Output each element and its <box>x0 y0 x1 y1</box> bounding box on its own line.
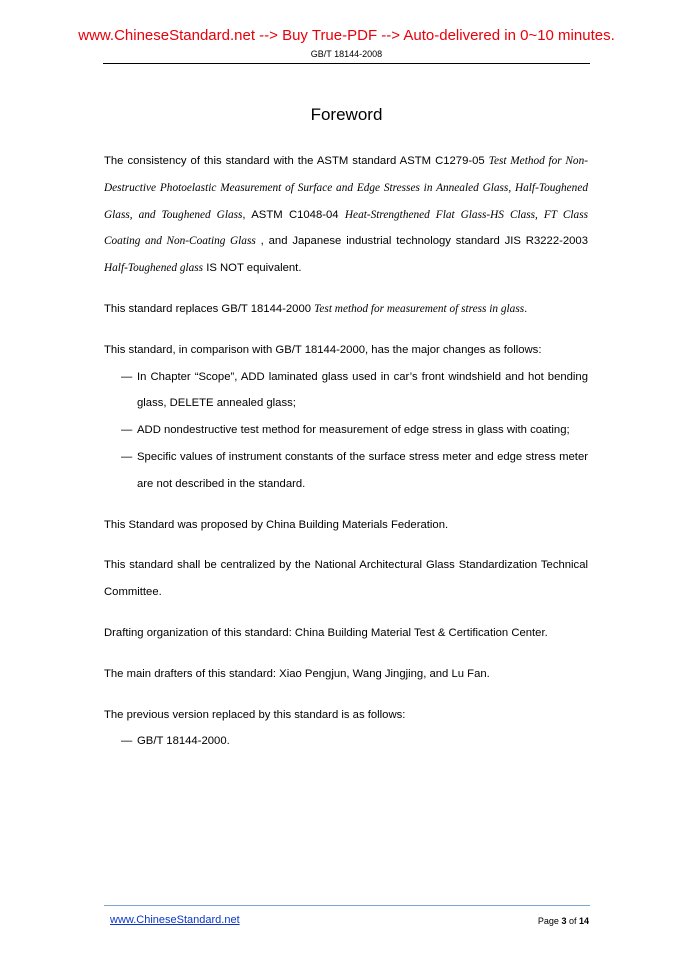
dash-bullet: — <box>121 450 133 463</box>
standard-title-astm-c1279: Test Method for Non-Destructive Photoelastic Measurement of Surface and Edge Stresses in Annealed Glass, Half-Toughened Glass, and Toughened Glass <box>104 155 588 221</box>
text: , and Japanese industrial technology standard JIS R3222-2003 <box>255 235 588 248</box>
page-current: 3 <box>561 916 567 926</box>
footer-divider <box>104 905 590 906</box>
paragraph-drafting-organization: Drafting organization of this standard: China Building Material Test & Certification Center. <box>104 626 548 639</box>
page-number <box>538 916 589 926</box>
dash-bullet: — <box>121 735 133 748</box>
list-item <box>104 364 588 418</box>
text: This standard replaces GB/T 18144-2000 <box>104 302 315 315</box>
paragraph-previous-version: The previous version replaced by this standard is as follows: <box>104 708 406 721</box>
list-item-text: In Chapter “Scope”, ADD laminated glass used in car’s front windshield and hot bending glass, DELETE annealed glass; <box>137 370 588 410</box>
page-prefix: Page <box>537 916 562 926</box>
paragraph-centralized-by: This standard shall be centralized by the National Architectural Glass Standardization Technical Committee. <box>104 559 588 599</box>
paragraph-changes-intro: This standard, in comparison with GB/T 18144-2000, has the major changes as follows: <box>104 343 542 356</box>
text: . <box>524 302 528 315</box>
standard-title-astm-c1048: Heat-Strengthened Flat Glass-HS Class, FT Class Coating and Non-Coating Glass <box>104 208 588 248</box>
page-total: 14 <box>578 916 589 926</box>
text: The consistency of this standard with the ASTM standard ASTM C1279-05 <box>104 155 489 167</box>
list-item <box>104 444 588 498</box>
list-item-text: ADD nondestructive test method for measurement of edge stress in glass with coating; <box>137 424 570 437</box>
text: IS NOT equivalent. <box>203 262 302 275</box>
document-body <box>104 148 588 755</box>
text: , ASTM C1048-04 <box>242 208 345 221</box>
promo-banner[interactable]: www.ChineseStandard.net --> Buy True-PDF --> Auto-delivered in 0~10 minutes. <box>78 27 615 44</box>
previous-version-text: GB/T 18144-2000. <box>137 735 230 748</box>
paragraph-proposed-by: This Standard was proposed by China Building Materials Federation. <box>104 518 449 531</box>
list-item <box>104 417 588 444</box>
paragraph-consistency <box>104 148 588 282</box>
changes-list <box>104 364 588 498</box>
header-standard-code: GB/T 18144-2008 <box>310 49 383 59</box>
paragraph-main-drafters: The main drafters of this standard: Xiao Pengjun, Wang Jingjing, and Lu Fan. <box>104 667 490 680</box>
previous-version-item <box>104 728 588 755</box>
page-of: of <box>566 916 579 926</box>
dash-bullet: — <box>121 370 133 383</box>
replaced-standard-title: Test method for measurement of stress in glass <box>314 302 525 315</box>
footer-website-link[interactable]: www.ChineseStandard.net <box>110 914 240 926</box>
header-divider <box>103 63 590 64</box>
paragraph-replaces <box>104 296 588 323</box>
standard-title-jis-r3222: Half-Toughened glass <box>104 262 204 275</box>
dash-bullet: — <box>121 424 133 437</box>
list-item-text: Specific values of instrument constants of the surface stress meter and edge stress meter are not described in the standard. <box>137 450 588 490</box>
page-title: Foreword <box>310 105 383 124</box>
